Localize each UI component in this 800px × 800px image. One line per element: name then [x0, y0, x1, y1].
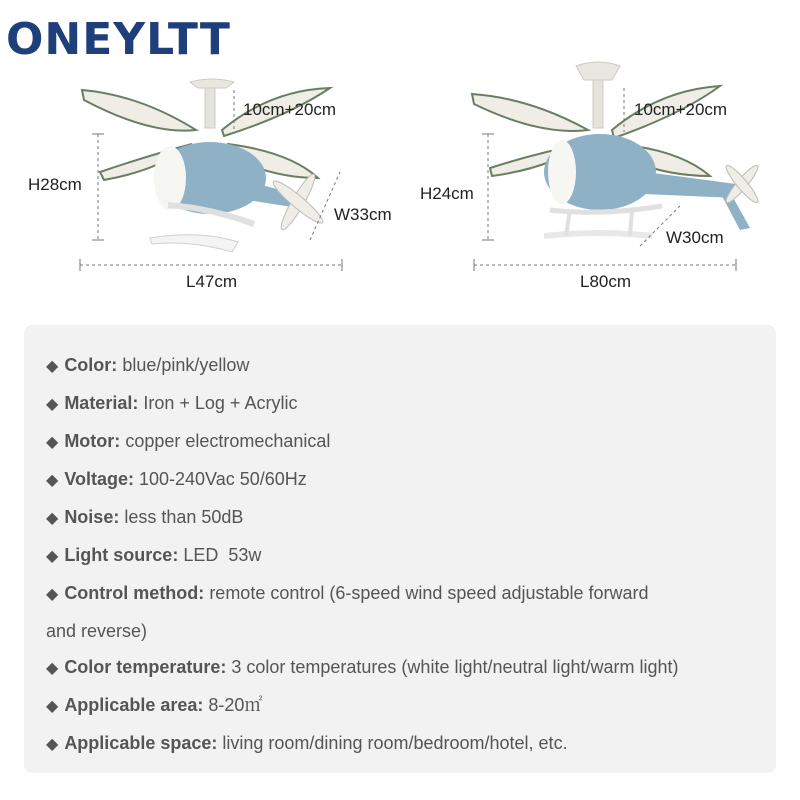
dimension-extension-large: 10cm+20cm	[634, 100, 728, 119]
spec-row-applicable-space	[46, 731, 754, 757]
spec-key: Control method:	[64, 583, 205, 603]
spec-key: Voltage:	[64, 469, 134, 489]
diamond-bullet-icon: ◆	[46, 586, 59, 603]
diamond-bullet-icon: ◆	[46, 434, 59, 451]
dimension-length-small: L47cm	[186, 272, 238, 291]
spec-row-voltage	[46, 467, 754, 493]
diamond-bullet-icon: ◆	[46, 510, 59, 527]
diamond-bullet-icon: ◆	[46, 548, 59, 565]
diamond-bullet-icon: ◆	[46, 358, 59, 375]
large-helicopter-fan-illustration	[400, 60, 800, 300]
specifications-panel	[24, 325, 776, 773]
spec-row-light-source	[46, 543, 754, 569]
spec-key: Motor:	[64, 431, 121, 451]
spec-value: copper electromechanical	[125, 431, 331, 451]
spec-key: Applicable area:	[64, 695, 204, 715]
spec-row-material	[46, 391, 754, 417]
dimension-height-large: H24cm	[420, 184, 474, 203]
diamond-bullet-icon: ◆	[46, 736, 59, 753]
dimension-width-small: W33cm	[334, 205, 392, 224]
dimension-extension-small: 10cm+20cm	[243, 100, 337, 119]
spec-value: 100-240Vac 50/60Hz	[139, 469, 307, 489]
spec-key: Light source:	[64, 545, 179, 565]
dimension-width-large: W30cm	[666, 228, 724, 247]
diamond-bullet-icon: ◆	[46, 660, 59, 677]
spec-key: Applicable space:	[64, 733, 218, 753]
spec-value: blue/pink/yellow	[122, 355, 250, 375]
diamond-bullet-icon: ◆	[46, 472, 59, 489]
brand-logo: ONEYLTT	[6, 14, 231, 65]
spec-key: Noise:	[64, 507, 120, 527]
spec-row-color	[46, 353, 754, 379]
spec-value: 3 color temperatures (white light/neutral light/warm light)	[231, 657, 679, 677]
spec-value: 8-20㎡	[208, 695, 263, 715]
spec-value-continuation: and reverse)	[46, 621, 148, 641]
diamond-bullet-icon: ◆	[46, 396, 59, 413]
spec-key: Material:	[64, 393, 139, 413]
spec-row-motor	[46, 429, 754, 455]
spec-value: living room/dining room/bedroom/hotel, etc.	[222, 733, 568, 753]
spec-row-color-temperature	[46, 655, 754, 681]
spec-key: Color temperature:	[64, 657, 227, 677]
spec-value: LED 53w	[183, 545, 262, 565]
spec-value: Iron + Log + Acrylic	[143, 393, 298, 413]
spec-key: Color:	[64, 355, 118, 375]
spec-row-applicable-area	[46, 693, 754, 719]
spec-row-noise	[46, 505, 754, 531]
spec-value: remote control (6-speed wind speed adjustable forward	[209, 583, 649, 603]
dimension-length-large: L80cm	[580, 272, 632, 291]
product-image-large-helicopter-fan	[400, 60, 800, 300]
diamond-bullet-icon: ◆	[46, 698, 59, 715]
dimension-height-small: H28cm	[28, 175, 82, 194]
spec-value: less than 50dB	[124, 507, 244, 527]
spec-row-control-method	[46, 581, 754, 643]
